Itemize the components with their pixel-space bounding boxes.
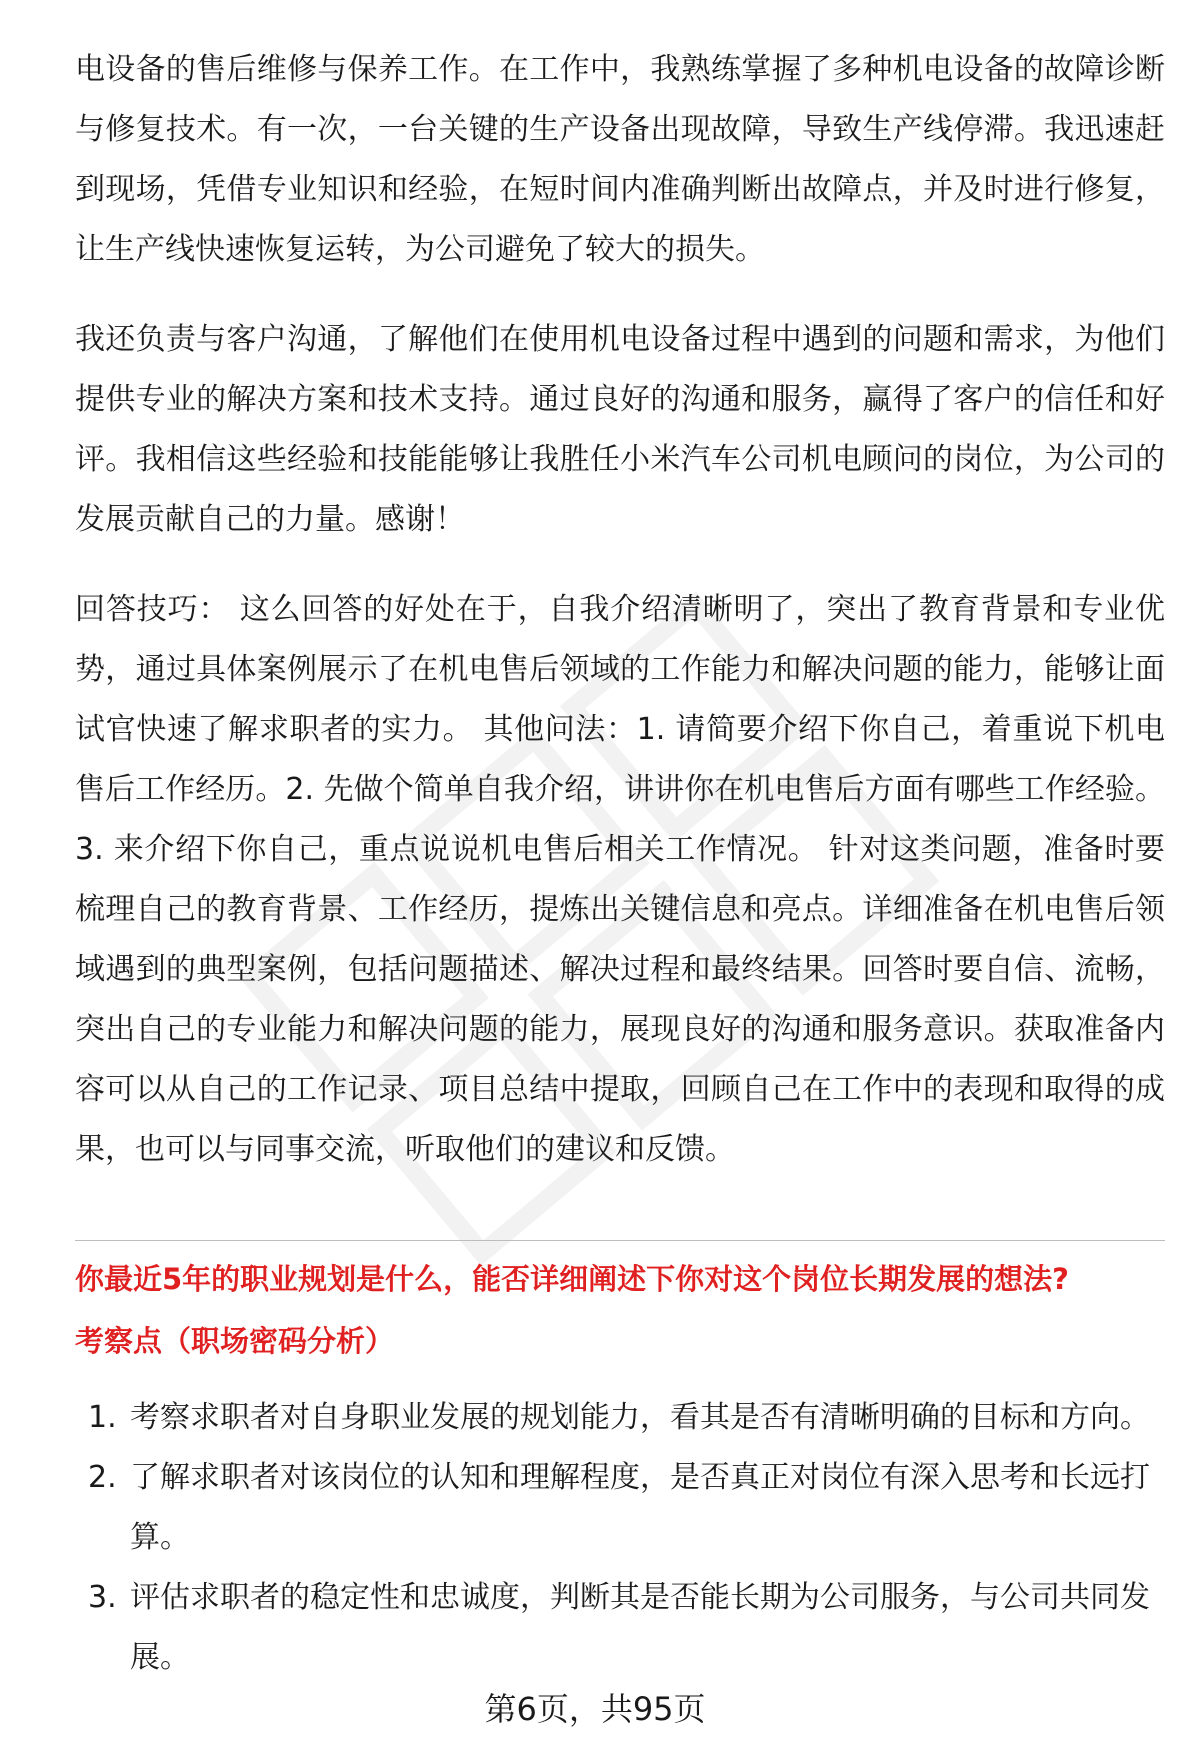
question-subtitle: 考察点（职场密码分析）: [75, 1324, 395, 1358]
list-item-number: 2.: [88, 1460, 117, 1495]
page-number: 第6页，共95页: [484, 1690, 706, 1728]
list-item: [75, 1448, 1165, 1568]
list-item-number: 3.: [88, 1580, 117, 1615]
list-item-number: 1.: [88, 1400, 117, 1435]
section-divider: [75, 1240, 1165, 1241]
list-item-text: 了解求职者对该岗位的认知和理解程度，是否真正对岗位有深入思考和长远打算。: [130, 1460, 1150, 1555]
question-block: [75, 1248, 1165, 1372]
list-item-text: 评估求职者的稳定性和忠诚度，判断其是否能长期为公司服务，与公司共同发展。: [130, 1580, 1150, 1675]
answer-tips-paragraph: 回答技巧： 这么回答的好处在于，自我介绍清晰明了，突出了教育背景和专业优势，通过具体案例展示了在机电售后领域的工作能力和解决问题的能力，能够让面试官快速了解求职者的实力。 其他问法：1. 请简要介绍下你自己，着重说下机电售后工作经历。2. 先做个简单自我介绍，讲讲你在机电售后方面有哪些工作经验。3. 来介绍下你自己，重点说说机电售后相关工作情况。 针对这类问题，准备时要梳理自己的教育背景、工作经历，提炼出关键信息和亮点。详细准备在机电售后领域遇到的典型案例，包括问题描述、解决过程和最终结果。回答时要自信、流畅，突出自己的专业能力和解决问题的能力，展现良好的沟通和服务意识。获取准备内容可以从自己的工作记录、项目总结中提取，回顾自己在工作中的表现和取得的成果，也可以与同事交流，听取他们的建议和反馈。: [75, 592, 1165, 1167]
list-item: [75, 1568, 1165, 1688]
list-item: [75, 1388, 1165, 1448]
body-paragraph: 我还负责与客户沟通，了解他们在使用机电设备过程中遇到的问题和需求，为他们提供专业的解决方案和技术支持。通过良好的沟通和服务，赢得了客户的信任和好评。我相信这些经验和技能能够让我胜任小米汽车公司机电顾问的岗位，为公司的发展贡献自己的力量。感谢！: [75, 322, 1165, 537]
body-paragraph: 电设备的售后维修与保养工作。在工作中，我熟练掌握了多种机电设备的故障诊断与修复技术。有一次，一台关键的生产设备出现故障，导致生产线停滞。我迅速赶到现场，凭借专业知识和经验，在短时间内准确判断出故障点，并及时进行修复，让生产线快速恢复运转，为公司避免了较大的损失。: [75, 52, 1165, 267]
document-body: [75, 40, 1165, 1210]
question-title: 你最近5年的职业规划是什么，能否详细阐述下你对这个岗位长期发展的想法?: [75, 1262, 1070, 1296]
list-item-text: 考察求职者对自身职业发展的规划能力，看其是否有清晰明确的目标和方向。: [130, 1400, 1150, 1435]
assessment-points-list: [75, 1388, 1165, 1688]
